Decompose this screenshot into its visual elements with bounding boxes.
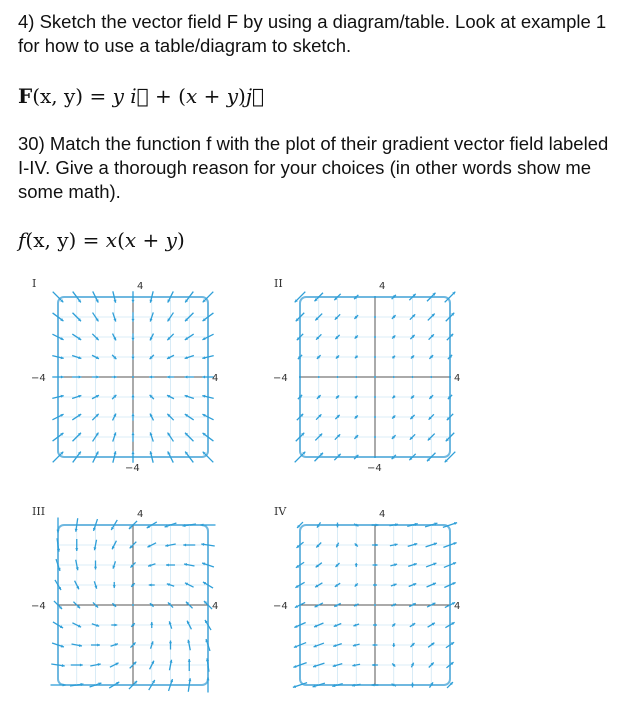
plot-label: II xyxy=(274,277,283,290)
vector-arrow xyxy=(373,563,378,566)
vector-arrow xyxy=(374,316,376,318)
vector-arrow xyxy=(374,376,376,378)
tick-left: −4 xyxy=(273,373,288,384)
vector-arrow xyxy=(201,523,216,526)
vector-arrow xyxy=(373,583,377,586)
vector-arrow xyxy=(131,394,134,399)
vector-arrow xyxy=(355,376,357,378)
tick-top: 4 xyxy=(379,509,386,520)
vector-arrow xyxy=(412,376,414,378)
vector-arrow xyxy=(336,523,339,528)
tick-left: −4 xyxy=(31,601,46,612)
vector-arrow xyxy=(374,396,376,398)
vector-arrow xyxy=(374,336,376,338)
vector-arrow xyxy=(131,354,134,359)
vector-arrow xyxy=(374,356,376,358)
vector-arrow xyxy=(411,683,414,688)
vector-arrow xyxy=(355,563,358,567)
tick-bottom: −4 xyxy=(125,463,140,474)
vector-arrow xyxy=(51,683,66,686)
problem-30-formula: f(x, y) = x(x + y) xyxy=(18,228,185,252)
vector-arrow xyxy=(149,375,154,378)
vector-arrow xyxy=(449,376,451,378)
problem-30-text: 30) Match the function f with the plot of their gradient vector field labeled I-IV. Give a thorough reason for your choices (in other words show me some math). xyxy=(18,133,609,202)
vector-arrow xyxy=(430,376,432,378)
vector-arrow xyxy=(56,518,59,533)
vector-arrow xyxy=(393,376,395,378)
tick-left: −4 xyxy=(31,373,46,384)
plot-III xyxy=(28,503,243,713)
plot-I xyxy=(28,275,243,485)
tick-right: 4 xyxy=(454,373,461,384)
tick-bottom: −4 xyxy=(367,463,382,474)
tick-right: 4 xyxy=(212,373,219,384)
vector-arrow xyxy=(374,296,376,298)
vector-arrow xyxy=(373,643,378,646)
plot-IV xyxy=(270,503,485,713)
plot-II xyxy=(270,275,485,485)
tick-top: 4 xyxy=(137,281,144,292)
vector-arrow xyxy=(373,623,377,626)
vector-arrow xyxy=(374,416,376,418)
vector-arrow xyxy=(132,604,134,606)
vector-arrow xyxy=(132,376,134,378)
plot-label: III xyxy=(32,505,46,518)
plot-label: I xyxy=(32,277,37,290)
vector-arrow xyxy=(337,376,339,378)
tick-top: 4 xyxy=(137,509,144,520)
vector-arrow xyxy=(206,678,209,693)
tick-right: 4 xyxy=(454,601,461,612)
problem-4-text: 4) Sketch the vector field F by using a diagram/table. Look at example 1 for how to use a table/diagram to sketch. xyxy=(18,11,607,56)
tick-top: 4 xyxy=(379,281,386,292)
problem-4-formula: F(x, y) = y i⃗ + (x + y)j⃗ xyxy=(18,84,265,108)
vector-arrow xyxy=(374,604,376,606)
tick-right: 4 xyxy=(212,601,219,612)
vector-arrow xyxy=(374,456,376,458)
vector-arrow xyxy=(374,436,376,438)
plot-label: IV xyxy=(274,505,287,518)
vector-arrow xyxy=(112,375,117,378)
vector-arrow xyxy=(392,643,395,647)
vector-arrow xyxy=(299,376,301,378)
vector-arrow xyxy=(318,376,320,378)
tick-left: −4 xyxy=(273,601,288,612)
